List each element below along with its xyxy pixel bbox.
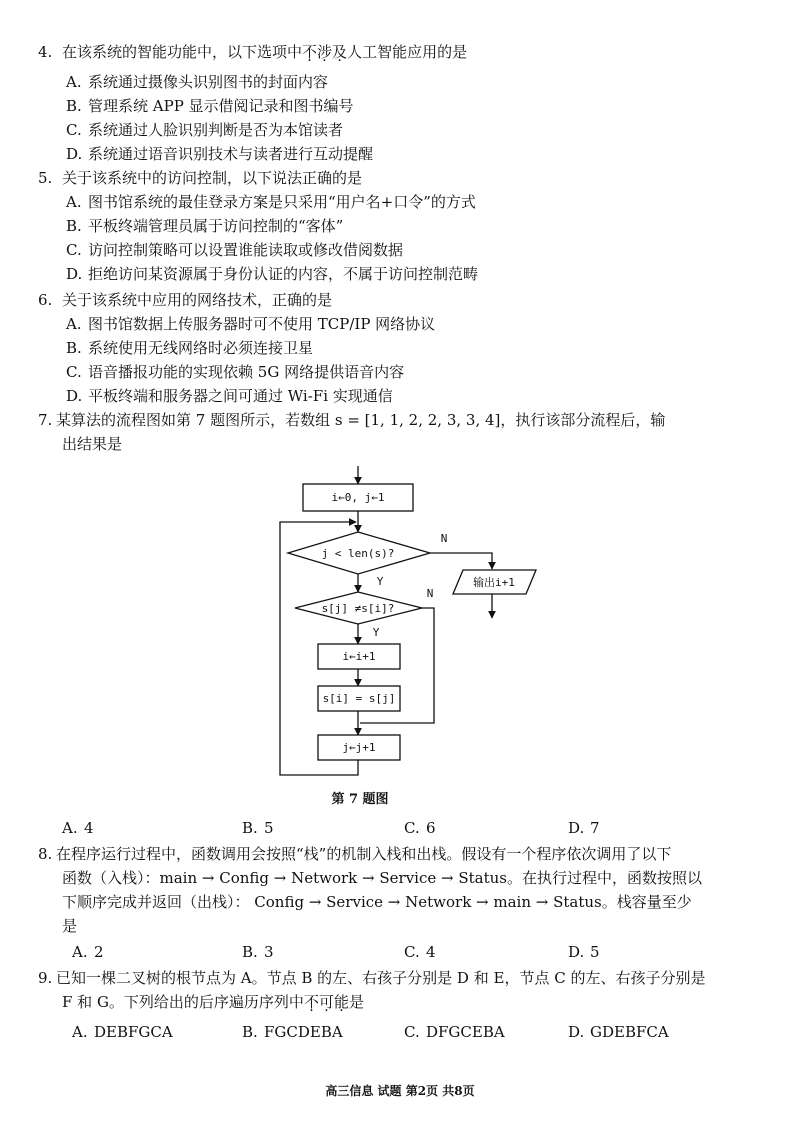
init-label: i←0, j←1 [331, 491, 385, 504]
q6-option-a[interactable]: A. 图书馆数据上传服务器时可不使用 TCP/IP 网络协议 [66, 315, 436, 333]
q9-answer-b[interactable]: B. FGCDEBA [242, 1023, 343, 1041]
q8-line3: 下顺序完成并返回（出栈）： Config → Service → Network → main → Status。栈容量至少 [62, 893, 692, 911]
q9-line2 [62, 992, 364, 1012]
emphasis-char: 不 [303, 993, 319, 1011]
figure-caption: 第 7 题图 [331, 792, 389, 807]
q6-number: 6. [38, 291, 53, 309]
q9-answer-d[interactable]: D. GDEBFCA [568, 1023, 669, 1041]
step3-label: j←j+1 [342, 741, 376, 754]
q4-option-d[interactable]: D. 系统通过语音识别技术与读者进行互动提醒 [66, 145, 374, 163]
q9-number: 9. [38, 969, 53, 987]
step2-label: s[i] = s[j] [322, 692, 396, 705]
q4-option-a[interactable]: A. 系统通过摄像头识别图书的封面内容 [66, 73, 329, 91]
q6-option-d[interactable]: D. 平板终端和服务器之间可通过 Wi-Fi 实现通信 [66, 387, 393, 405]
q5-number: 5. [38, 169, 53, 187]
q4-stem [62, 42, 467, 62]
decision-2-label: s[j] ≠s[i]? [321, 602, 395, 615]
emphasis-char: 及 [332, 43, 348, 61]
decision-1-label: j < len(s)? [321, 547, 395, 560]
q5-option-b[interactable]: B. 平板终端管理员属于访问控制的“客体” [66, 217, 344, 235]
q7-stem-line2: 出结果是 [62, 435, 123, 453]
q4-number: 4. [38, 43, 53, 61]
output-label: 输出i+1 [473, 576, 515, 589]
q5-stem: 关于该系统中的访问控制，以下说法正确的是 [62, 169, 363, 187]
q4-stem-pre: 在该系统的智能功能中，以下选项中 [62, 43, 303, 61]
emphasis-char: 可 [318, 993, 334, 1011]
q7-number: 7. [38, 411, 53, 429]
q8-answer-d[interactable]: D. 5 [568, 943, 600, 961]
q9-answer-c[interactable]: C. DFGCEBA [404, 1023, 505, 1041]
emphasis-char: 涉 [317, 43, 333, 61]
emphasis-char: 不 [302, 43, 318, 61]
no-label-2: N [426, 587, 434, 600]
q9-line2-pre: F 和 G。下列给出的后序遍历序列中 [62, 993, 304, 1011]
no-branch-1 [430, 553, 492, 569]
q9-line1: 已知一棵二叉树的根节点为 A。节点 B 的左、右孩子分别是 D 和 E，节点 C 的左、右孩子分别是 [56, 969, 706, 987]
q7-answer-c[interactable]: C. 6 [404, 819, 436, 837]
q4-stem-post: 人工智能应用的是 [347, 43, 468, 61]
yes-label-2: Y [372, 626, 380, 639]
q7-flowchart [0, 460, 800, 790]
q4-option-b[interactable]: B. 管理系统 APP 显示借阅记录和图书编号 [66, 97, 354, 115]
q9-answer-a[interactable]: A. DEBFGCA [72, 1023, 173, 1041]
q8-number: 8. [38, 845, 53, 863]
q5-option-a[interactable]: A. 图书馆系统的最佳登录方案是只采用“用户名+口令”的方式 [66, 193, 476, 211]
q5-option-d[interactable]: D. 拒绝访问某资源属于身份认证的内容，不属于访问控制范畴 [66, 265, 479, 283]
q8-line4: 是 [62, 917, 78, 935]
yes-label-1: Y [376, 575, 384, 588]
q7-stem-line1: 某算法的流程图如第 7 题图所示，若数组 s = [1, 1, 2, 2, 3, 3, 4]，执行该部分流程后，输 [56, 411, 666, 429]
q8-answer-a[interactable]: A. 2 [72, 943, 104, 961]
emphasis-char: 能 [333, 993, 349, 1011]
q4-option-c[interactable]: C. 系统通过人脸识别判断是否为本馆读者 [66, 121, 344, 139]
q8-line1: 在程序运行过程中，函数调用会按照“栈”的机制入栈和出栈。假设有一个程序依次调用了以下 [56, 845, 672, 863]
step1-label: i←i+1 [342, 650, 376, 663]
q8-answer-c[interactable]: C. 4 [404, 943, 436, 961]
page-footer: 高三信息 试题 第2页 共8页 [325, 1084, 475, 1098]
no-branch-2 [360, 608, 434, 723]
q5-option-c[interactable]: C. 访问控制策略可以设置谁能读取或修改借阅数据 [66, 241, 404, 259]
q8-line2: 函数（入栈）：main → Config → Network → Service → Status。在执行过程中，函数按照以 [62, 869, 702, 887]
q9-line2-post: 是 [348, 993, 364, 1011]
q7-answer-d[interactable]: D. 7 [568, 819, 600, 837]
q8-answer-b[interactable]: B. 3 [242, 943, 274, 961]
q6-stem: 关于该系统中应用的网络技术，正确的是 [62, 291, 333, 309]
no-label-1: N [440, 532, 448, 545]
q7-answer-b[interactable]: B. 5 [242, 819, 274, 837]
q6-option-c[interactable]: C. 语音播报功能的实现依赖 5G 网络提供语音内容 [66, 363, 405, 381]
q6-option-b[interactable]: B. 系统使用无线网络时必须连接卫星 [66, 339, 314, 357]
q7-answer-a[interactable]: A. 4 [62, 819, 94, 837]
